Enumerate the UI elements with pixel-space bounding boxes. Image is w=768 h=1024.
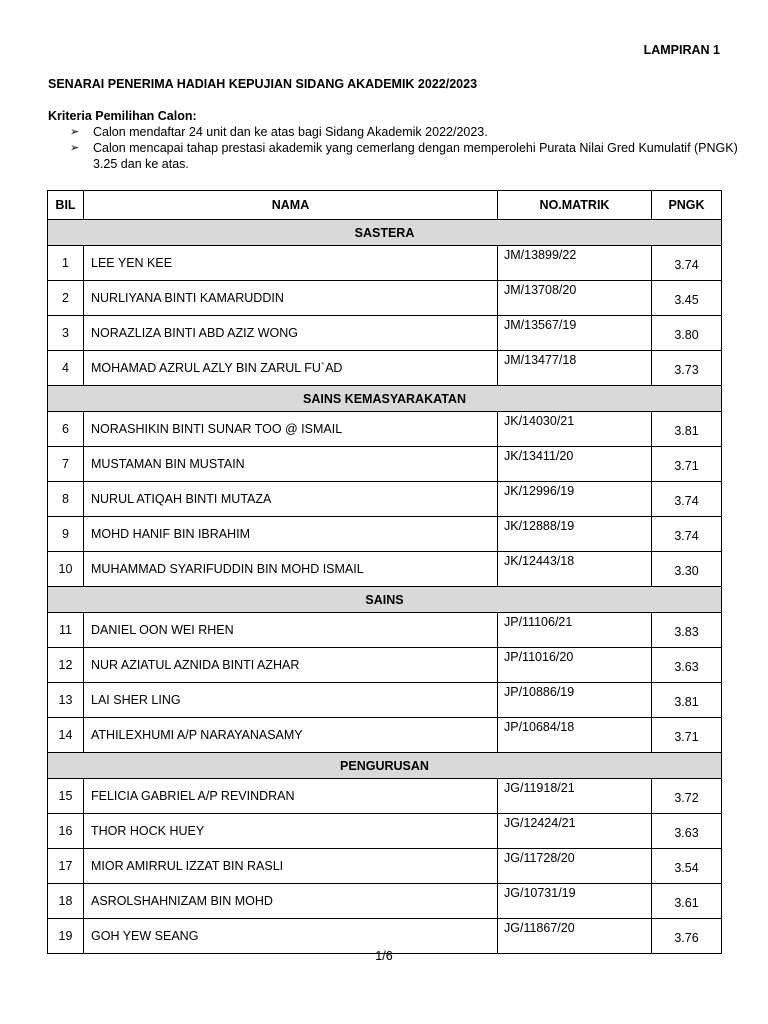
table-row [48,849,722,884]
cell-bil: 17 [48,849,84,884]
table-row [48,779,722,814]
table-row [48,281,722,316]
cell-bil: 1 [48,246,84,281]
table-row [48,552,722,587]
table-row [48,412,722,447]
cell-nama: NORAZLIZA BINTI ABD AZIZ WONG [84,316,498,351]
table-row [48,648,722,683]
criteria-item [48,124,738,140]
criteria-heading: Kriteria Pemilihan Calon: [48,109,197,123]
cell-nama: GOH YEW SEANG [84,919,498,954]
table-row [48,517,722,552]
cell-pngk: 3.61 [652,884,722,919]
cell-pngk: 3.30 [652,552,722,587]
cell-pngk: 3.76 [652,919,722,954]
cell-bil: 11 [48,613,84,648]
cell-pngk: 3.72 [652,779,722,814]
cell-pngk: 3.80 [652,316,722,351]
cell-pngk: 3.71 [652,447,722,482]
cell-matrik: JM/13708/20 [498,281,652,316]
section-row [48,220,722,246]
criteria-item-text: Calon mendaftar 24 unit dan ke atas bagi Sidang Akademik 2022/2023. [93,125,488,139]
cell-bil: 8 [48,482,84,517]
cell-nama: MOHAMAD AZRUL AZLY BIN ZARUL FU`AD [84,351,498,386]
cell-matrik: JK/13411/20 [498,447,652,482]
section-title: SAINS [48,587,722,613]
table-row [48,613,722,648]
cell-nama: FELICIA GABRIEL A/P REVINDRAN [84,779,498,814]
cell-matrik: JG/11918/21 [498,779,652,814]
table-row [48,482,722,517]
section-title: PENGURUSAN [48,753,722,779]
cell-pngk: 3.81 [652,412,722,447]
cell-bil: 7 [48,447,84,482]
criteria-item-text: Calon mencapai tahap prestasi akademik yang cemerlang dengan memperolehi Purata Nilai Gred Kumulatif (PNGK) 3.25 dan ke atas. [93,141,738,171]
section-title: SAINS KEMASYARAKATAN [48,386,722,412]
cell-pngk: 3.74 [652,517,722,552]
cell-bil: 18 [48,884,84,919]
section-row [48,587,722,613]
column-header-bil: BIL [48,191,84,220]
section-title: SASTERA [48,220,722,246]
table-row [48,718,722,753]
cell-nama: MOHD HANIF BIN IBRAHIM [84,517,498,552]
column-header-nama: NAMA [84,191,498,220]
cell-nama: NORASHIKIN BINTI SUNAR TOO @ ISMAIL [84,412,498,447]
cell-pngk: 3.73 [652,351,722,386]
cell-nama: MUHAMMAD SYARIFUDDIN BIN MOHD ISMAIL [84,552,498,587]
cell-pngk: 3.54 [652,849,722,884]
cell-nama: NURLIYANA BINTI KAMARUDDIN [84,281,498,316]
cell-nama: DANIEL OON WEI RHEN [84,613,498,648]
arrowhead-bullet-icon: ➢ [70,142,80,154]
cell-nama: NUR AZIATUL AZNIDA BINTI AZHAR [84,648,498,683]
cell-pngk: 3.83 [652,613,722,648]
cell-pngk: 3.63 [652,814,722,849]
cell-matrik: JP/10886/19 [498,683,652,718]
cell-bil: 16 [48,814,84,849]
cell-matrik: JK/14030/21 [498,412,652,447]
document-title: SENARAI PENERIMA HADIAH KEPUJIAN SIDANG AKADEMIK 2022/2023 [48,77,478,91]
cell-nama: MUSTAMAN BIN MUSTAIN [84,447,498,482]
lampiran-label: LAMPIRAN 1 [643,43,720,57]
cell-matrik: JG/11867/20 [498,919,652,954]
cell-matrik: JK/12888/19 [498,517,652,552]
cell-matrik: JG/11728/20 [498,849,652,884]
table-row [48,814,722,849]
cell-bil: 4 [48,351,84,386]
cell-matrik: JM/13899/22 [498,246,652,281]
cell-nama: NURUL ATIQAH BINTI MUTAZA [84,482,498,517]
cell-bil: 3 [48,316,84,351]
table-row [48,447,722,482]
cell-matrik: JK/12443/18 [498,552,652,587]
cell-matrik: JM/13567/19 [498,316,652,351]
table-row [48,316,722,351]
cell-matrik: JG/12424/21 [498,814,652,849]
table-row [48,884,722,919]
cell-bil: 12 [48,648,84,683]
table-row [48,683,722,718]
criteria-list [48,124,738,172]
cell-bil: 2 [48,281,84,316]
table-row [48,246,722,281]
cell-bil: 14 [48,718,84,753]
cell-pngk: 3.81 [652,683,722,718]
cell-nama: MIOR AMIRRUL IZZAT BIN RASLI [84,849,498,884]
cell-matrik: JM/13477/18 [498,351,652,386]
cell-nama: THOR HOCK HUEY [84,814,498,849]
section-row [48,753,722,779]
cell-matrik: JK/12996/19 [498,482,652,517]
recipients-table [47,190,722,954]
cell-matrik: JP/11016/20 [498,648,652,683]
section-row [48,386,722,412]
cell-bil: 15 [48,779,84,814]
cell-bil: 19 [48,919,84,954]
cell-nama: ATHILEXHUMI A/P NARAYANASAMY [84,718,498,753]
arrowhead-bullet-icon: ➢ [70,126,80,138]
cell-bil: 6 [48,412,84,447]
table-header-row [48,191,722,220]
column-header-matrik: NO.MATRIK [498,191,652,220]
criteria-item [48,140,738,172]
cell-bil: 10 [48,552,84,587]
cell-nama: LAI SHER LING [84,683,498,718]
cell-pngk: 3.74 [652,246,722,281]
cell-pngk: 3.71 [652,718,722,753]
cell-pngk: 3.74 [652,482,722,517]
cell-pngk: 3.45 [652,281,722,316]
table-row [48,351,722,386]
cell-bil: 13 [48,683,84,718]
cell-matrik: JG/10731/19 [498,884,652,919]
cell-nama: ASROLSHAHNIZAM BIN MOHD [84,884,498,919]
cell-matrik: JP/11106/21 [498,613,652,648]
cell-pngk: 3.63 [652,648,722,683]
column-header-pngk: PNGK [652,191,722,220]
cell-nama: LEE YEN KEE [84,246,498,281]
cell-bil: 9 [48,517,84,552]
cell-matrik: JP/10684/18 [498,718,652,753]
page-number: 1/6 [375,949,393,963]
